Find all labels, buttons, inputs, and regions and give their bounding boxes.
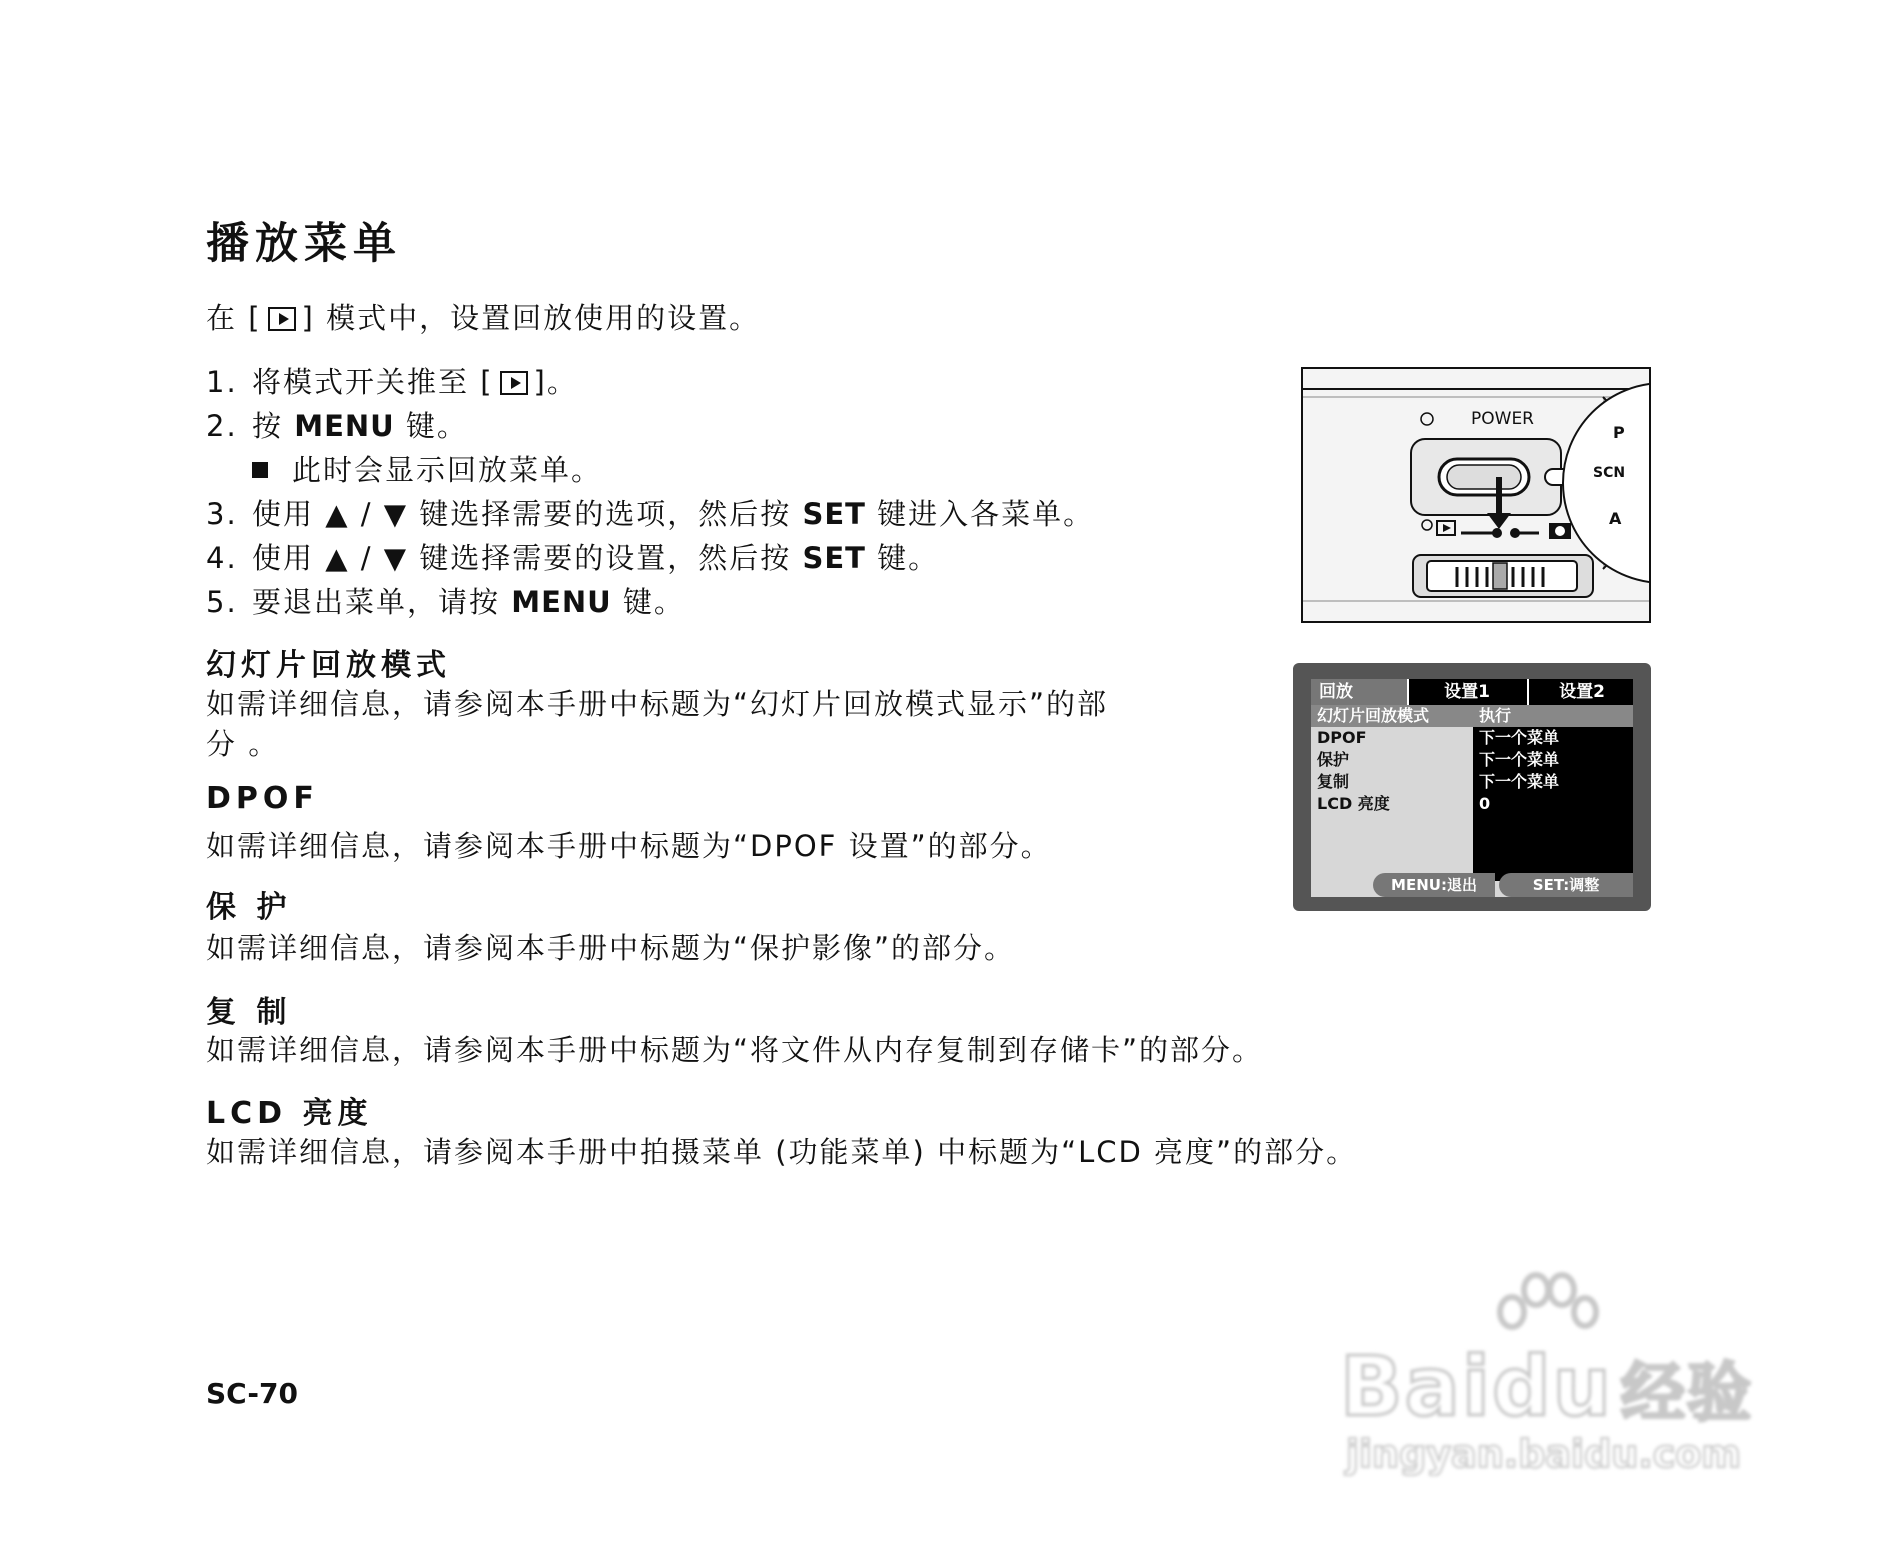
set-key-label: SET [802,541,866,575]
section-body-copy [206,1030,1263,1070]
menu-value-list [1473,727,1633,881]
step-4 [206,536,1094,580]
set-key-label: SET [802,497,866,531]
section-title-slideshow: 幻灯片回放模式 [206,648,451,683]
bullet-square-icon [252,462,268,478]
step-text-end: 键进入各菜单。 [865,497,1095,531]
step-5 [206,580,1094,624]
menu-value-lcd-brightness: 0 [1479,794,1491,813]
watermark-brand-bai: Bai [1340,1340,1492,1435]
menu-value-slideshow: 执行 [1479,706,1512,725]
watermark-url: jingyan.baidu.com [1346,1432,1741,1476]
baidu-jingyan-watermark [1340,1270,1780,1480]
intro-text [206,296,760,337]
menu-key-label: MENU [294,409,395,443]
step-2 [206,404,1094,448]
menu-item-dpof[interactable]: DPOF [1317,728,1367,747]
menu-value-dpof: 下一个菜单 [1479,728,1560,747]
step-text: 要退出菜单，请按 [252,585,512,619]
watermark-suffix: 经验 [1621,1357,1754,1431]
section-title-copy: 复 制 [206,995,292,1030]
page-number: SC-70 [206,1377,298,1410]
intro-after: ] 模式中，设置回放使用的设置。 [301,301,761,335]
step-3 [206,492,1094,536]
step-number: 3. [206,497,238,531]
body-line: 如需详细信息，请参阅本手册中标题为“将文件从内存复制到存储卡”的部分。 [206,1033,1264,1067]
footer-set-adjust: SET:调整 [1499,873,1633,897]
steps-list [206,360,1094,624]
footer-menu-exit: MENU:退出 [1373,873,1495,897]
step-text-end: 键。 [611,585,685,619]
menu-value-protect: 下一个菜单 [1479,750,1560,769]
dial-label-scn: SCN [1593,465,1626,481]
step-text-end: ]。 [533,365,578,399]
body-line: 如需详细信息，请参阅本手册中标题为“幻灯片回放模式显示”的部 [206,687,1109,721]
section-title-protect: 保 护 [206,890,292,925]
body-line: 如需详细信息，请参阅本手册中拍摄菜单 (功能菜单) 中标题为“LCD 亮度”的部分。 [206,1135,1358,1169]
menu-item-list [1311,727,1473,815]
tab-playback[interactable]: 回放 [1311,679,1409,705]
section-body-slideshow [206,684,1108,764]
playback-icon [500,371,528,395]
intro-before: 在 [ [206,301,262,335]
dial-label-p: P [1613,423,1625,442]
power-label: POWER [1471,409,1534,429]
menu-item-lcd-brightness[interactable]: LCD 亮度 [1317,794,1390,813]
step-text-end: 键。 [394,409,468,443]
camera-body-drawing [1303,369,1649,621]
body-line: 分 。 [206,727,280,761]
menu-key-label: MENU [511,585,612,619]
menu-value-copy: 下一个菜单 [1479,772,1560,791]
step-text: 使用 ▲ / ▼ 键选择需要的选项，然后按 [252,497,803,531]
lcd-menu-panel [1311,679,1633,897]
step-2-bullet [206,448,1094,492]
step-number: 2. [206,409,238,443]
section-body-protect [206,928,1015,968]
tab-setup1[interactable]: 设置1 [1444,682,1490,702]
menu-item-copy[interactable]: 复制 [1317,772,1350,791]
body-line: 如需详细信息，请参阅本手册中标题为“保护影像”的部分。 [206,931,1016,965]
lcd-menu-screen [1293,663,1651,911]
step-1 [206,360,1094,404]
menu-item-protect[interactable]: 保护 [1317,750,1350,769]
section-body-dpof [206,826,1052,866]
step-number: 1. [206,365,238,399]
dial-label-a: A [1609,509,1622,528]
step-number: 4. [206,541,238,575]
playback-icon [268,307,296,331]
step-text: 使用 ▲ / ▼ 键选择需要的设置，然后按 [252,541,803,575]
watermark-brand [1340,1340,1753,1435]
page-title: 播放菜单 [206,219,402,269]
body-line: 如需详细信息，请参阅本手册中标题为“DPOF 设置”的部分。 [206,829,1052,863]
camera-illustration [1301,367,1651,623]
step-text-end: 键。 [865,541,940,575]
step-text: 按 [252,409,295,443]
step-number: 5. [206,585,238,619]
section-title-lcd: LCD 亮度 [206,1096,373,1131]
section-title-dpof: DPOF [206,781,319,816]
menu-item-slideshow[interactable]: 幻灯片回放模式 [1317,706,1430,725]
tab-setup2[interactable]: 设置2 [1527,679,1635,705]
watermark-brand-du: du [1491,1340,1614,1435]
bullet-text: 此时会显示回放菜单。 [292,453,603,487]
section-body-lcd [206,1132,1357,1172]
step-text: 将模式开关推至 [ [252,365,494,399]
